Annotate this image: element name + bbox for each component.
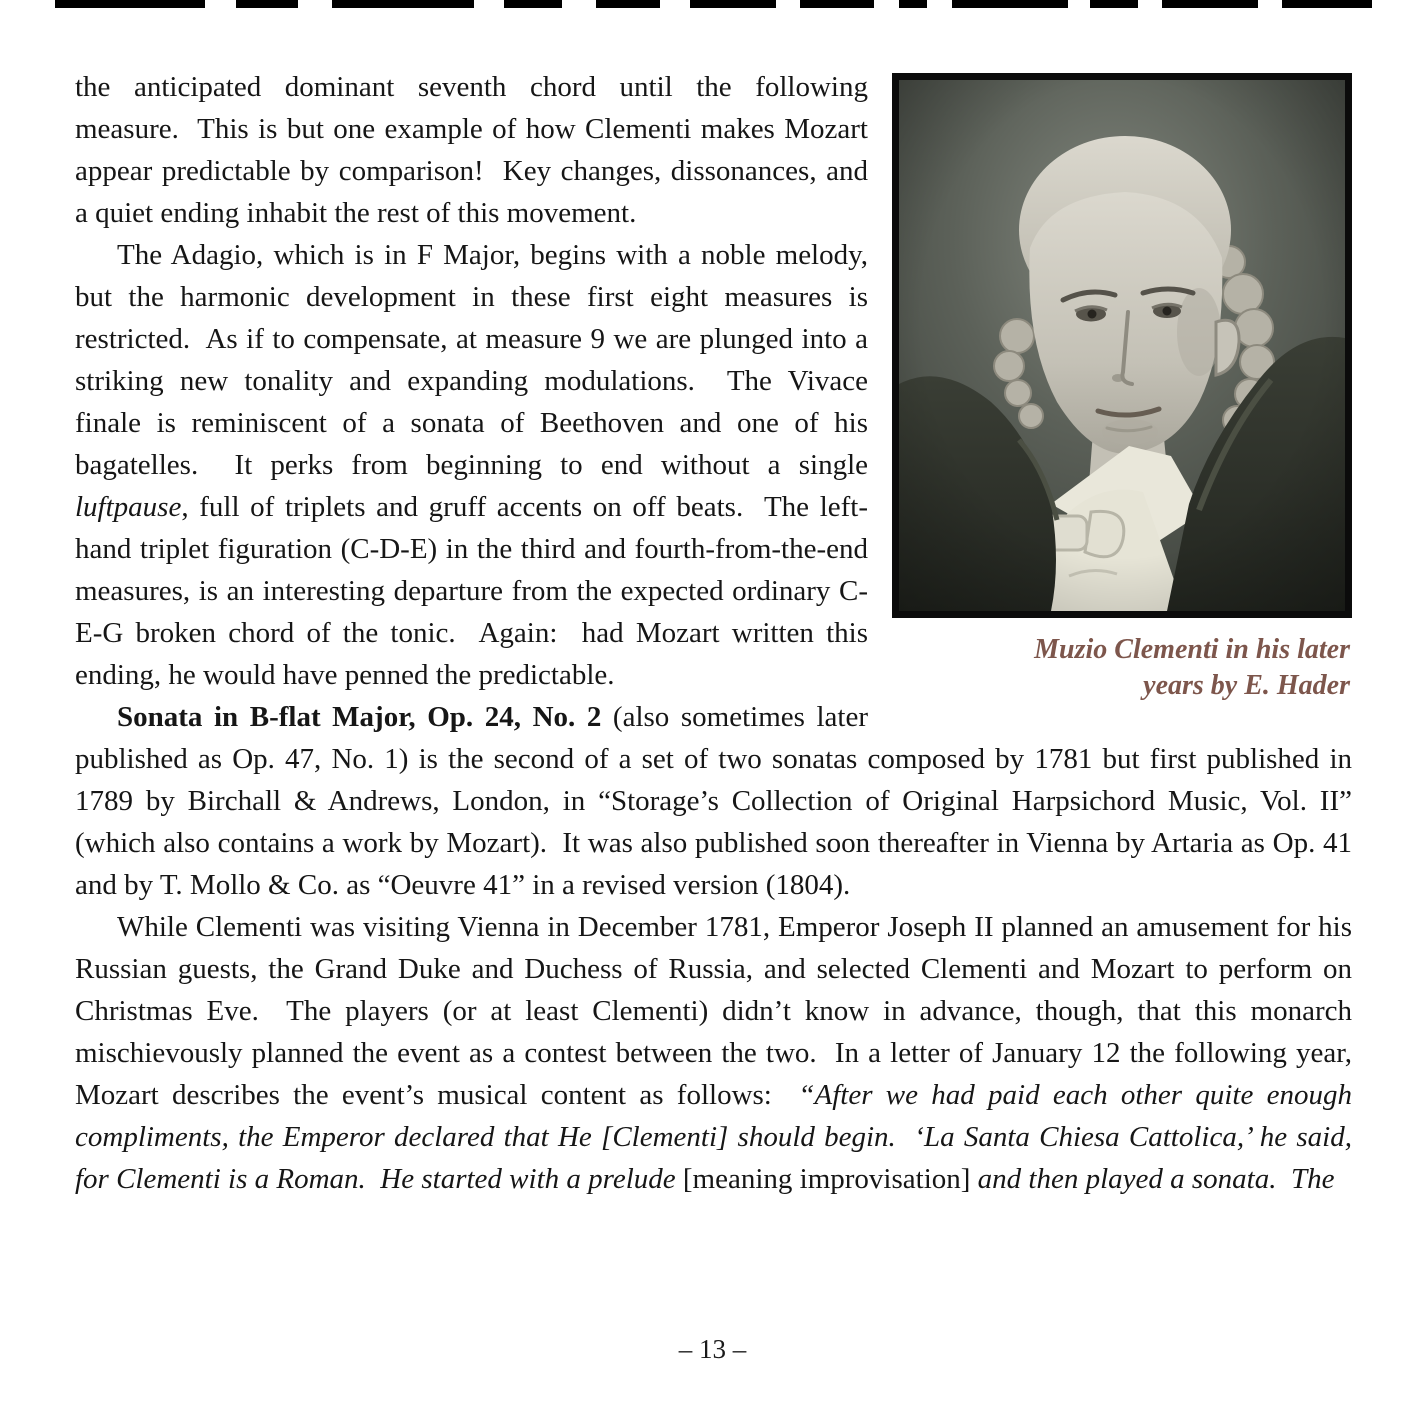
portrait-caption: [892, 632, 1352, 704]
text-segment-normal: the anticipated dominant seventh chord until the following measure. This is but one example of how Clementi makes Mozart appear predictable by comparison! Key changes, dissonances, and a quiet ending inhabit the rest of this movement.: [75, 71, 868, 229]
page-edge-mark: [899, 0, 927, 8]
paragraph: [75, 696, 1352, 906]
text-segment-bold: Sonata in B-flat Major, Op. 24, No. 2: [117, 701, 602, 733]
page-edge-mark: [690, 0, 776, 8]
portrait-caption-line2: years by E. Hader: [1143, 670, 1350, 701]
page-edge-mark: [1162, 0, 1258, 8]
article-body: [75, 66, 1352, 1200]
page-edge-mark: [1090, 0, 1138, 8]
text-segment-normal: (also sometimes later published as Op. 47, No. 1) is the second of a set of two sonatas composed by 1781 but first published in 1789 by Birchall & Andrews, London, in “Storage’s Collection of Original Harpsichord Music, Vol. II” (which also contains a work by Mozart). It was also published soon thereafter in Vienna by Artaria as Op. 41 and by T. Mollo & Co. as “Oeuvre 41” in a revised version (1804).: [75, 701, 1352, 901]
page-edge-mark: [504, 0, 562, 8]
clementi-portrait-image: [899, 80, 1345, 611]
page-edge-mark: [596, 0, 660, 8]
page-edge-artifacts: [0, 0, 1425, 10]
text-segment-normal: [meaning improvisation]: [682, 1163, 971, 1195]
page-edge-mark: [332, 0, 474, 8]
paragraph: [75, 906, 1352, 1200]
text-segment-italic: luftpause: [75, 491, 182, 523]
portrait-caption-line1: Muzio Clementi in his later: [1034, 634, 1350, 665]
text-segment-normal: The Adagio, which is in F Major, begins with a noble melody, but the harmonic development in these first eight measures is restricted. As if to compensate, at measure 9 we are plunged into a striking new tonality and expanding modulations. The Vivace finale is reminiscent of a sonata of Beethoven and one of his bagatelles. It perks from beginning to end without a single: [75, 239, 868, 481]
page-edge-mark: [55, 0, 205, 8]
page-number: – 13 –: [678, 1334, 747, 1364]
text-segment-italic: “After we had paid each other quite enough compliments, the Emperor declared that He [Clementi] should begin. ‘La Santa Chiesa Cattolica,’ he said, for Clementi is a Roman. He started with a prelude: [75, 1079, 1352, 1195]
text-segment-italic: and then played a sonata. The: [970, 1163, 1335, 1195]
page-edge-mark: [952, 0, 1068, 8]
page-edge-mark: [236, 0, 298, 8]
text-segment-normal: While Clementi was visiting Vienna in December 1781, Emperor Joseph II planned an amusement for his Russian guests, the Grand Duke and Duchess of Russia, and selected Clementi and Mozart to perform on Christmas Eve. The players (or at least Clementi) didn’t know in advance, though, that this monarch mischievously planned the event as a contest between the two. In a letter of January 12 the following year, Mozart describes the event’s musical content as follows:: [75, 911, 1352, 1111]
clementi-portrait-figure: [892, 73, 1352, 704]
text-segment-normal: , full of triplets and gruff accents on off beats. The left-hand triplet figuration (C-D-E) in the third and fourth-from-the-end measures, is an interesting departure from the expected ordinary C-E-G broken chord of the tonic. Again: had Mozart written this ending, he would have penned the predictable.: [75, 491, 868, 691]
page-edge-mark: [1282, 0, 1372, 8]
page-edge-mark: [800, 0, 874, 8]
clementi-portrait: [892, 73, 1352, 618]
